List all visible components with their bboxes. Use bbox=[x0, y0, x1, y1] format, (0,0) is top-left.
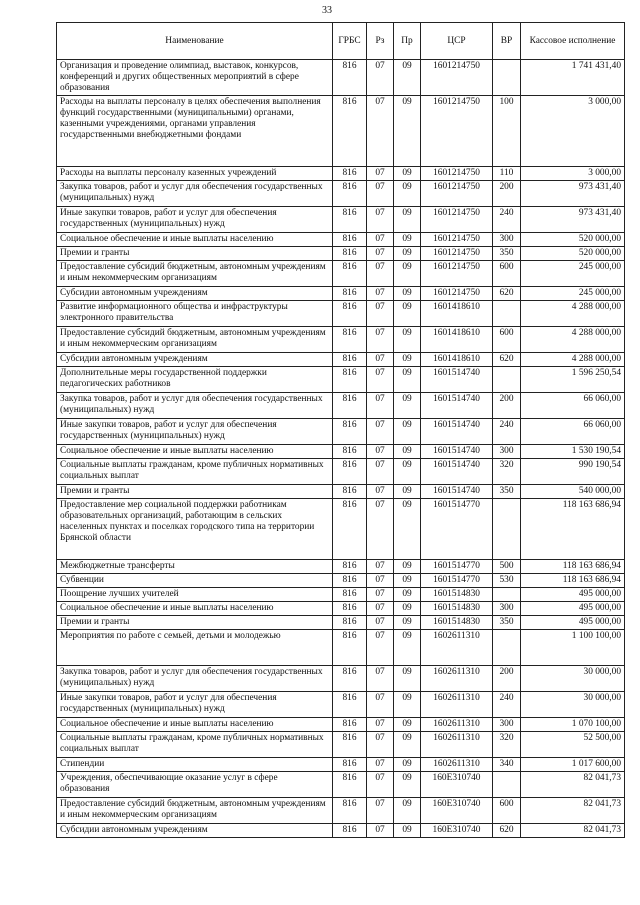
cell-amount: 245 000,00 bbox=[521, 287, 625, 301]
table-row bbox=[57, 247, 625, 261]
cell-grbs: 816 bbox=[333, 327, 367, 353]
cell-name: Иные закупки товаров, работ и услуг для обеспечения государственных (муниципальных) нужд bbox=[57, 692, 333, 718]
cell-name: Развитие информационного общества и инфраструктуры электронного правительства bbox=[57, 301, 333, 327]
cell-amount: 30 000,00 bbox=[521, 692, 625, 718]
cell-csr: 1601418610 bbox=[421, 353, 493, 367]
cell-amount: 118 163 686,94 bbox=[521, 574, 625, 588]
budget-execution-table bbox=[56, 22, 625, 838]
table-row bbox=[57, 301, 625, 327]
cell-amount: 245 000,00 bbox=[521, 261, 625, 287]
page-number: 33 bbox=[322, 5, 332, 16]
cell-csr: 1601214750 bbox=[421, 60, 493, 96]
cell-name: Субсидии автономным учреждениям bbox=[57, 287, 333, 301]
cell-amount: 495 000,00 bbox=[521, 588, 625, 602]
table-row bbox=[57, 261, 625, 287]
cell-grbs: 816 bbox=[333, 301, 367, 327]
table-row bbox=[57, 616, 625, 630]
cell-grbs: 816 bbox=[333, 574, 367, 588]
cell-name: Социальные выплаты гражданам, кроме публичных нормативных социальных выплат bbox=[57, 459, 333, 485]
cell-csr: 1602611310 bbox=[421, 732, 493, 758]
cell-vr bbox=[493, 630, 521, 666]
cell-grbs: 816 bbox=[333, 445, 367, 459]
cell-pr: 09 bbox=[394, 459, 421, 485]
cell-vr: 600 bbox=[493, 261, 521, 287]
cell-pr: 09 bbox=[394, 367, 421, 393]
cell-csr: 1602611310 bbox=[421, 718, 493, 732]
table-row bbox=[57, 287, 625, 301]
cell-name: Предоставление субсидий бюджетным, автономным учреждениям и иным некоммерческим организациям bbox=[57, 798, 333, 824]
cell-csr: 1601214750 bbox=[421, 261, 493, 287]
cell-pr: 09 bbox=[394, 167, 421, 181]
cell-name: Поощрение лучших учителей bbox=[57, 588, 333, 602]
cell-pr: 09 bbox=[394, 419, 421, 445]
cell-grbs: 816 bbox=[333, 353, 367, 367]
cell-name: Стипендии bbox=[57, 758, 333, 772]
cell-vr: 240 bbox=[493, 207, 521, 233]
cell-pr: 09 bbox=[394, 261, 421, 287]
cell-amount: 118 163 686,94 bbox=[521, 499, 625, 560]
table-row bbox=[57, 485, 625, 499]
cell-grbs: 816 bbox=[333, 602, 367, 616]
cell-pr: 09 bbox=[394, 327, 421, 353]
cell-grbs: 816 bbox=[333, 261, 367, 287]
table-row bbox=[57, 327, 625, 353]
table-row bbox=[57, 666, 625, 692]
cell-vr bbox=[493, 772, 521, 798]
cell-amount: 1 596 250,54 bbox=[521, 367, 625, 393]
cell-name: Учреждения, обеспечивающие оказание услуг в сфере образования bbox=[57, 772, 333, 798]
cell-amount: 1 017 600,00 bbox=[521, 758, 625, 772]
cell-pr: 09 bbox=[394, 718, 421, 732]
cell-csr: 1601214750 bbox=[421, 181, 493, 207]
table-row bbox=[57, 630, 625, 666]
cell-csr: 1601514740 bbox=[421, 367, 493, 393]
table-row bbox=[57, 393, 625, 419]
cell-amount: 118 163 686,94 bbox=[521, 560, 625, 574]
cell-rz: 07 bbox=[367, 824, 394, 838]
cell-csr: 1601214750 bbox=[421, 167, 493, 181]
cell-csr: 1601214750 bbox=[421, 96, 493, 167]
table-row bbox=[57, 353, 625, 367]
cell-rz: 07 bbox=[367, 181, 394, 207]
cell-csr: 1602611310 bbox=[421, 630, 493, 666]
table-row bbox=[57, 798, 625, 824]
cell-pr: 09 bbox=[394, 247, 421, 261]
cell-csr: 160E310740 bbox=[421, 824, 493, 838]
table-row bbox=[57, 602, 625, 616]
cell-vr: 300 bbox=[493, 445, 521, 459]
cell-vr bbox=[493, 60, 521, 96]
cell-csr: 1601214750 bbox=[421, 207, 493, 233]
cell-grbs: 816 bbox=[333, 666, 367, 692]
cell-rz: 07 bbox=[367, 485, 394, 499]
cell-pr: 09 bbox=[394, 485, 421, 499]
cell-rz: 07 bbox=[367, 560, 394, 574]
cell-amount: 4 288 000,00 bbox=[521, 301, 625, 327]
cell-pr: 09 bbox=[394, 233, 421, 247]
table-row bbox=[57, 560, 625, 574]
cell-rz: 07 bbox=[367, 96, 394, 167]
cell-amount: 1 530 190,54 bbox=[521, 445, 625, 459]
table-row bbox=[57, 167, 625, 181]
cell-rz: 07 bbox=[367, 732, 394, 758]
cell-rz: 07 bbox=[367, 367, 394, 393]
cell-grbs: 816 bbox=[333, 485, 367, 499]
cell-grbs: 816 bbox=[333, 692, 367, 718]
cell-csr: 1601514740 bbox=[421, 419, 493, 445]
cell-vr: 600 bbox=[493, 327, 521, 353]
cell-vr: 340 bbox=[493, 758, 521, 772]
cell-vr: 350 bbox=[493, 247, 521, 261]
table-row bbox=[57, 692, 625, 718]
table-row bbox=[57, 772, 625, 798]
cell-grbs: 816 bbox=[333, 758, 367, 772]
cell-rz: 07 bbox=[367, 602, 394, 616]
cell-vr: 110 bbox=[493, 167, 521, 181]
cell-csr: 1601514770 bbox=[421, 574, 493, 588]
cell-vr bbox=[493, 499, 521, 560]
cell-vr: 300 bbox=[493, 233, 521, 247]
cell-csr: 1602611310 bbox=[421, 692, 493, 718]
cell-rz: 07 bbox=[367, 301, 394, 327]
cell-amount: 520 000,00 bbox=[521, 233, 625, 247]
table-row bbox=[57, 459, 625, 485]
cell-name: Расходы на выплаты персоналу казенных учреждений bbox=[57, 167, 333, 181]
cell-grbs: 816 bbox=[333, 60, 367, 96]
cell-vr: 600 bbox=[493, 798, 521, 824]
cell-csr: 1601418610 bbox=[421, 327, 493, 353]
cell-grbs: 816 bbox=[333, 207, 367, 233]
table-row bbox=[57, 233, 625, 247]
cell-amount: 495 000,00 bbox=[521, 602, 625, 616]
cell-amount: 1 070 100,00 bbox=[521, 718, 625, 732]
cell-name: Закупка товаров, работ и услуг для обеспечения государственных (муниципальных) нужд bbox=[57, 666, 333, 692]
table-row bbox=[57, 499, 625, 560]
cell-amount: 4 288 000,00 bbox=[521, 353, 625, 367]
cell-amount: 82 041,73 bbox=[521, 824, 625, 838]
cell-vr: 530 bbox=[493, 574, 521, 588]
cell-rz: 07 bbox=[367, 588, 394, 602]
cell-name: Субсидии автономным учреждениям bbox=[57, 353, 333, 367]
table-row bbox=[57, 60, 625, 96]
cell-vr: 300 bbox=[493, 602, 521, 616]
cell-grbs: 816 bbox=[333, 181, 367, 207]
cell-name: Дополнительные меры государственной поддержки педагогических работников bbox=[57, 367, 333, 393]
cell-vr: 240 bbox=[493, 692, 521, 718]
table-row bbox=[57, 367, 625, 393]
cell-pr: 09 bbox=[394, 499, 421, 560]
cell-rz: 07 bbox=[367, 666, 394, 692]
cell-name: Предоставление субсидий бюджетным, автономным учреждениям и иным некоммерческим организациям bbox=[57, 327, 333, 353]
cell-vr bbox=[493, 367, 521, 393]
cell-rz: 07 bbox=[367, 287, 394, 301]
cell-pr: 09 bbox=[394, 588, 421, 602]
cell-grbs: 816 bbox=[333, 287, 367, 301]
cell-pr: 09 bbox=[394, 560, 421, 574]
cell-vr: 300 bbox=[493, 718, 521, 732]
cell-grbs: 816 bbox=[333, 499, 367, 560]
cell-name: Иные закупки товаров, работ и услуг для обеспечения государственных (муниципальных) нужд bbox=[57, 207, 333, 233]
cell-pr: 09 bbox=[394, 353, 421, 367]
header-vr: ВР bbox=[493, 23, 521, 60]
table-row bbox=[57, 732, 625, 758]
cell-amount: 66 060,00 bbox=[521, 419, 625, 445]
cell-name: Предоставление мер социальной поддержки работникам образовательных организаций, работающим в сельских населенных пунктах и поселках городского типа на территории Брянской области bbox=[57, 499, 333, 560]
cell-pr: 09 bbox=[394, 692, 421, 718]
cell-name: Мероприятия по работе с семьей, детьми и молодежью bbox=[57, 630, 333, 666]
cell-grbs: 816 bbox=[333, 824, 367, 838]
header-grbs: ГРБС bbox=[333, 23, 367, 60]
cell-grbs: 816 bbox=[333, 732, 367, 758]
cell-vr bbox=[493, 588, 521, 602]
cell-csr: 1601514770 bbox=[421, 560, 493, 574]
cell-amount: 540 000,00 bbox=[521, 485, 625, 499]
header-rz: Рз bbox=[367, 23, 394, 60]
cell-csr: 1601214750 bbox=[421, 247, 493, 261]
cell-amount: 82 041,73 bbox=[521, 772, 625, 798]
cell-vr: 240 bbox=[493, 419, 521, 445]
cell-grbs: 816 bbox=[333, 247, 367, 261]
table-row bbox=[57, 718, 625, 732]
cell-pr: 09 bbox=[394, 824, 421, 838]
cell-pr: 09 bbox=[394, 301, 421, 327]
cell-csr: 1601514770 bbox=[421, 499, 493, 560]
cell-name: Социальное обеспечение и иные выплаты населению bbox=[57, 718, 333, 732]
cell-pr: 09 bbox=[394, 445, 421, 459]
cell-grbs: 816 bbox=[333, 419, 367, 445]
cell-pr: 09 bbox=[394, 758, 421, 772]
header-name: Наименование bbox=[57, 23, 333, 60]
cell-pr: 09 bbox=[394, 574, 421, 588]
cell-grbs: 816 bbox=[333, 233, 367, 247]
cell-vr: 620 bbox=[493, 824, 521, 838]
cell-name: Социальное обеспечение и иные выплаты населению bbox=[57, 602, 333, 616]
cell-csr: 160E310740 bbox=[421, 772, 493, 798]
cell-name: Расходы на выплаты персоналу в целях обеспечения выполнения функций государственными (муниципальными) органами, казенными учреждениями, органами управления государственными внебюджетными фондами bbox=[57, 96, 333, 167]
cell-amount: 990 190,54 bbox=[521, 459, 625, 485]
cell-csr: 1601514740 bbox=[421, 485, 493, 499]
cell-csr: 1601514830 bbox=[421, 588, 493, 602]
cell-name: Премии и гранты bbox=[57, 616, 333, 630]
table-body bbox=[57, 60, 625, 838]
cell-name: Премии и гранты bbox=[57, 485, 333, 499]
cell-rz: 07 bbox=[367, 758, 394, 772]
cell-csr: 1602611310 bbox=[421, 666, 493, 692]
cell-grbs: 816 bbox=[333, 718, 367, 732]
cell-pr: 09 bbox=[394, 207, 421, 233]
cell-csr: 1601214750 bbox=[421, 287, 493, 301]
cell-name: Премии и гранты bbox=[57, 247, 333, 261]
cell-name: Субсидии автономным учреждениям bbox=[57, 824, 333, 838]
cell-grbs: 816 bbox=[333, 96, 367, 167]
table-row bbox=[57, 824, 625, 838]
cell-vr: 200 bbox=[493, 666, 521, 692]
cell-rz: 07 bbox=[367, 167, 394, 181]
cell-amount: 973 431,40 bbox=[521, 181, 625, 207]
cell-grbs: 816 bbox=[333, 560, 367, 574]
cell-rz: 07 bbox=[367, 353, 394, 367]
cell-vr: 350 bbox=[493, 485, 521, 499]
cell-name: Закупка товаров, работ и услуг для обеспечения государственных (муниципальных) нужд bbox=[57, 181, 333, 207]
cell-csr: 1601514830 bbox=[421, 602, 493, 616]
cell-name: Закупка товаров, работ и услуг для обеспечения государственных (муниципальных) нужд bbox=[57, 393, 333, 419]
cell-rz: 07 bbox=[367, 772, 394, 798]
cell-rz: 07 bbox=[367, 574, 394, 588]
cell-amount: 30 000,00 bbox=[521, 666, 625, 692]
cell-pr: 09 bbox=[394, 616, 421, 630]
cell-grbs: 816 bbox=[333, 616, 367, 630]
cell-csr: 1602611310 bbox=[421, 758, 493, 772]
cell-grbs: 816 bbox=[333, 798, 367, 824]
cell-rz: 07 bbox=[367, 247, 394, 261]
cell-pr: 09 bbox=[394, 393, 421, 419]
cell-name: Социальное обеспечение и иные выплаты населению bbox=[57, 233, 333, 247]
cell-amount: 1 741 431,40 bbox=[521, 60, 625, 96]
cell-rz: 07 bbox=[367, 261, 394, 287]
cell-name: Иные закупки товаров, работ и услуг для обеспечения государственных (муниципальных) нужд bbox=[57, 419, 333, 445]
cell-name: Межбюджетные трансферты bbox=[57, 560, 333, 574]
header-amount: Кассовое исполнение bbox=[521, 23, 625, 60]
cell-amount: 4 288 000,00 bbox=[521, 327, 625, 353]
cell-rz: 07 bbox=[367, 798, 394, 824]
cell-vr: 320 bbox=[493, 459, 521, 485]
cell-rz: 07 bbox=[367, 233, 394, 247]
cell-grbs: 816 bbox=[333, 167, 367, 181]
header-csr: ЦСР bbox=[421, 23, 493, 60]
cell-amount: 495 000,00 bbox=[521, 616, 625, 630]
cell-amount: 3 000,00 bbox=[521, 96, 625, 167]
cell-rz: 07 bbox=[367, 419, 394, 445]
cell-csr: 1601514740 bbox=[421, 459, 493, 485]
cell-rz: 07 bbox=[367, 393, 394, 419]
cell-pr: 09 bbox=[394, 60, 421, 96]
cell-amount: 52 500,00 bbox=[521, 732, 625, 758]
cell-pr: 09 bbox=[394, 772, 421, 798]
table-row bbox=[57, 588, 625, 602]
cell-name: Предоставление субсидий бюджетным, автономным учреждениям и иным некоммерческим организациям bbox=[57, 261, 333, 287]
cell-rz: 07 bbox=[367, 207, 394, 233]
cell-pr: 09 bbox=[394, 630, 421, 666]
cell-csr: 1601514830 bbox=[421, 616, 493, 630]
cell-rz: 07 bbox=[367, 327, 394, 353]
cell-vr: 350 bbox=[493, 616, 521, 630]
cell-name: Социальное обеспечение и иные выплаты населению bbox=[57, 445, 333, 459]
cell-grbs: 816 bbox=[333, 393, 367, 419]
cell-rz: 07 bbox=[367, 459, 394, 485]
cell-pr: 09 bbox=[394, 798, 421, 824]
cell-rz: 07 bbox=[367, 718, 394, 732]
cell-grbs: 816 bbox=[333, 772, 367, 798]
cell-csr: 1601418610 bbox=[421, 301, 493, 327]
cell-pr: 09 bbox=[394, 96, 421, 167]
cell-pr: 09 bbox=[394, 666, 421, 692]
cell-vr: 200 bbox=[493, 393, 521, 419]
cell-name: Субвенции bbox=[57, 574, 333, 588]
cell-vr: 500 bbox=[493, 560, 521, 574]
cell-vr: 620 bbox=[493, 353, 521, 367]
cell-vr: 320 bbox=[493, 732, 521, 758]
table-row bbox=[57, 96, 625, 167]
cell-amount: 1 100 100,00 bbox=[521, 630, 625, 666]
cell-name: Социальные выплаты гражданам, кроме публичных нормативных социальных выплат bbox=[57, 732, 333, 758]
cell-rz: 07 bbox=[367, 499, 394, 560]
table-header-row bbox=[57, 23, 625, 60]
cell-grbs: 816 bbox=[333, 630, 367, 666]
cell-csr: 160E310740 bbox=[421, 798, 493, 824]
cell-rz: 07 bbox=[367, 60, 394, 96]
table-row bbox=[57, 419, 625, 445]
cell-name: Организация и проведение олимпиад, выставок, конкурсов, конференций и других общественных мероприятий в сфере образования bbox=[57, 60, 333, 96]
cell-csr: 1601514740 bbox=[421, 445, 493, 459]
cell-csr: 1601514740 bbox=[421, 393, 493, 419]
table-row bbox=[57, 445, 625, 459]
cell-pr: 09 bbox=[394, 287, 421, 301]
cell-vr: 620 bbox=[493, 287, 521, 301]
table-row bbox=[57, 207, 625, 233]
cell-vr: 100 bbox=[493, 96, 521, 167]
cell-rz: 07 bbox=[367, 692, 394, 718]
cell-amount: 66 060,00 bbox=[521, 393, 625, 419]
cell-grbs: 816 bbox=[333, 367, 367, 393]
table-row bbox=[57, 181, 625, 207]
cell-vr bbox=[493, 301, 521, 327]
cell-amount: 973 431,40 bbox=[521, 207, 625, 233]
cell-amount: 82 041,73 bbox=[521, 798, 625, 824]
cell-pr: 09 bbox=[394, 181, 421, 207]
header-pr: Пр bbox=[394, 23, 421, 60]
cell-rz: 07 bbox=[367, 630, 394, 666]
cell-grbs: 816 bbox=[333, 588, 367, 602]
cell-csr: 1601214750 bbox=[421, 233, 493, 247]
cell-pr: 09 bbox=[394, 732, 421, 758]
table-row bbox=[57, 574, 625, 588]
cell-amount: 520 000,00 bbox=[521, 247, 625, 261]
cell-pr: 09 bbox=[394, 602, 421, 616]
cell-amount: 3 000,00 bbox=[521, 167, 625, 181]
table-row bbox=[57, 758, 625, 772]
cell-vr: 200 bbox=[493, 181, 521, 207]
cell-rz: 07 bbox=[367, 445, 394, 459]
cell-grbs: 816 bbox=[333, 459, 367, 485]
cell-rz: 07 bbox=[367, 616, 394, 630]
